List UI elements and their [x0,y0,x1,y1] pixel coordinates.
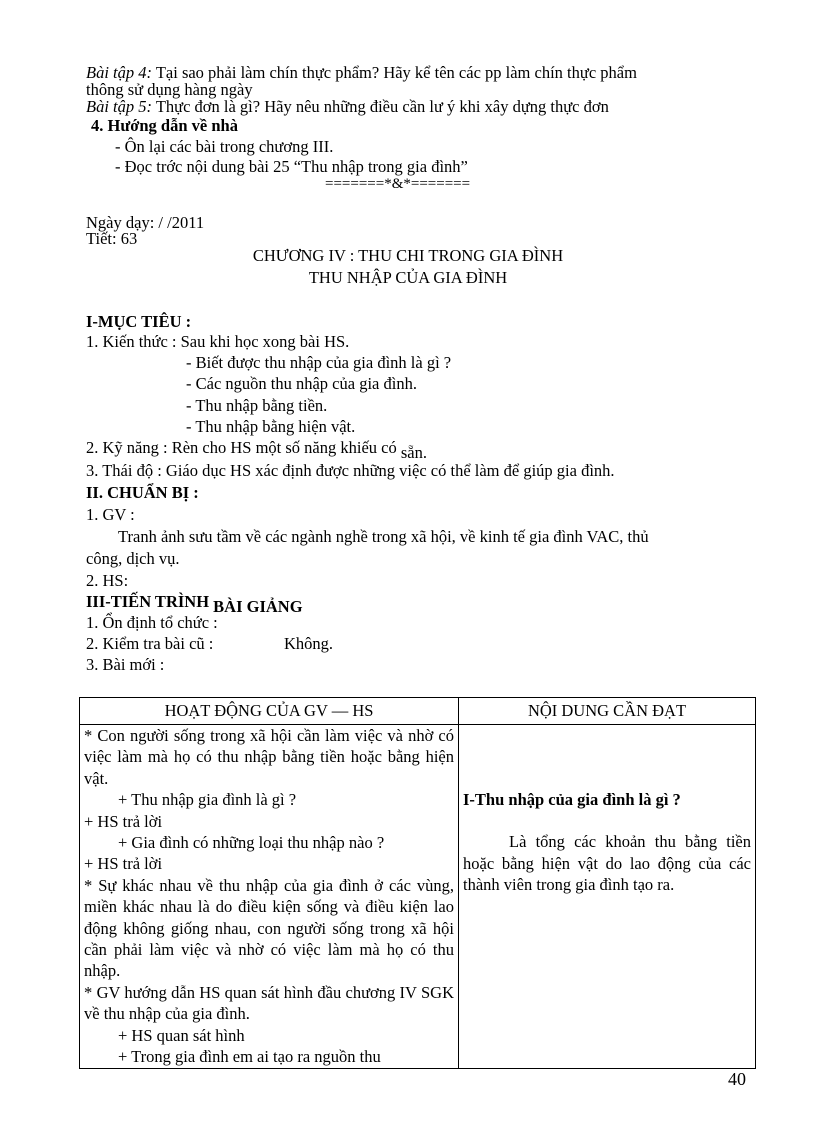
activity-paragraph: + Trong gia đình em ai tạo ra nguồn thu [118,1047,381,1067]
content-heading: I-Thu nhập của gia đình là gì ? [463,790,681,809]
exercise-4-continued: thông sử dụng hàng ngày [86,80,253,99]
objectives-heading: I-MỤC TIÊU : [86,312,192,331]
activity-paragraph: + HS trả lời [84,854,163,874]
exercise-4-label: Bài tập 4: [86,63,152,82]
homework-heading: 4. Hướng dẫn về nhà [91,116,238,135]
table-row [80,725,756,1069]
activity-paragraph: + HS quan sát hình [118,1025,245,1045]
exercise-4-text: Tại sao phải làm chín thực phẩm? Hãy kể tên các pp làm chín thực phẩm [152,63,637,82]
teaching-date: Ngày dạy: / /2011 [86,213,205,232]
step-1: 1. Ổn định tổ chức : [86,613,218,632]
content-text: Là tổng các khoản thu bằng tiền hoặc bằng hiện vật do lao động của các thành viên trong gia đình tạo ra. [463,832,751,895]
step-2: 2. Kiểm tra bài cũ : [86,634,214,653]
activity-paragraph: * GV hướng dẫn HS quan sát hình đầu chương IV SGK về thu nhập của gia đình. [84,982,454,1024]
attitude-line: 3. Thái độ : Giáo dục HS xác định được những việc có thể làm để giúp gia đình. [86,461,615,480]
activity-paragraph: + Thu nhập gia đình là gì ? [118,790,297,810]
activity-paragraph: * Con người sống trong xã hội cần làm việc và nhờ có việc làm mà họ có thu nhập bằng tiền hoặc bằng hiện vật. [84,726,454,788]
homework-item-2: - Đọc trớc nội dung bài 25 “Thu nhập trong gia đình” [115,157,468,176]
skill-text-end: sẵn. [400,443,427,462]
period-number: Tiết: 63 [86,229,138,248]
knowledge-item-1: - Biết được thu nhập của gia đình là gì ? [186,353,452,372]
process-heading-a: III-TIẾN TRÌNH [86,592,214,611]
step-2-value: Không. [284,634,334,653]
header-teacher-student: HOẠT ĐỘNG CỦA GV — HS [80,698,459,725]
knowledge-item-3: - Thu nhập bằng tiền. [186,396,328,415]
teacher-prep-text-2: công, dịch vụ. [86,549,180,568]
teacher-prep-label: 1. GV : [86,505,135,524]
activities-cell [80,725,459,1069]
teacher-prep-text-1: Tranh ảnh sưu tầm về các ngành nghề trong xã hội, về kinh tế gia đình VAC, thủ [118,527,649,546]
skill-text: 2. Kỹ năng : Rèn cho HS một số năng khiếu có [86,438,397,457]
knowledge-line: 1. Kiến thức : Sau khi học xong bài HS. [86,332,350,351]
separator: =======*&*======= [325,176,471,192]
step-3: 3. Bài mới : [86,655,165,674]
homework-item-1: - Ôn lại các bài trong chương III. [115,137,334,156]
activity-paragraph: * Sự khác nhau về thu nhập của gia đình ở các vùng, miền khác nhau là do điều kiện sống và điều kiện lao động không giống nhau, con người sống trong xã hội cần phải làm việc và nhờ có việc làm mà họ có thu nhập. [84,875,454,981]
lesson-table [79,697,756,1069]
exercise-5 [86,97,609,117]
lesson-title: THU NHẬP CỦA GIA ĐÌNH [308,268,508,287]
header-content: NỘI DUNG CẦN ĐẠT [459,698,756,725]
knowledge-item-2: - Các nguồn thu nhập của gia đình. [186,374,417,393]
table-header-row [80,698,756,725]
exercise-5-text: Thực đơn là gì? Hãy nêu những điều cần lư ý khi xây dựng thực đơn [152,97,609,116]
exercise-5-label: Bài tập 5: [86,97,152,116]
activity-paragraph: + HS trả lời [84,811,163,831]
student-prep-label: 2. HS: [86,571,129,590]
preparation-heading: II. CHUẨN BỊ : [86,483,199,502]
process-heading-b: BÀI GIẢNG [213,597,303,616]
knowledge-item-4: - Thu nhập bằng hiện vật. [186,417,356,436]
chapter-title: CHƯƠNG IV : THU CHI TRONG GIA ĐÌNH [252,246,564,265]
content-cell [459,725,756,1069]
skill-line [86,438,427,462]
page-number: 40 [728,1069,746,1089]
activity-paragraph: + Gia đình có những loại thu nhập nào ? [118,833,385,853]
process-heading [86,592,303,616]
